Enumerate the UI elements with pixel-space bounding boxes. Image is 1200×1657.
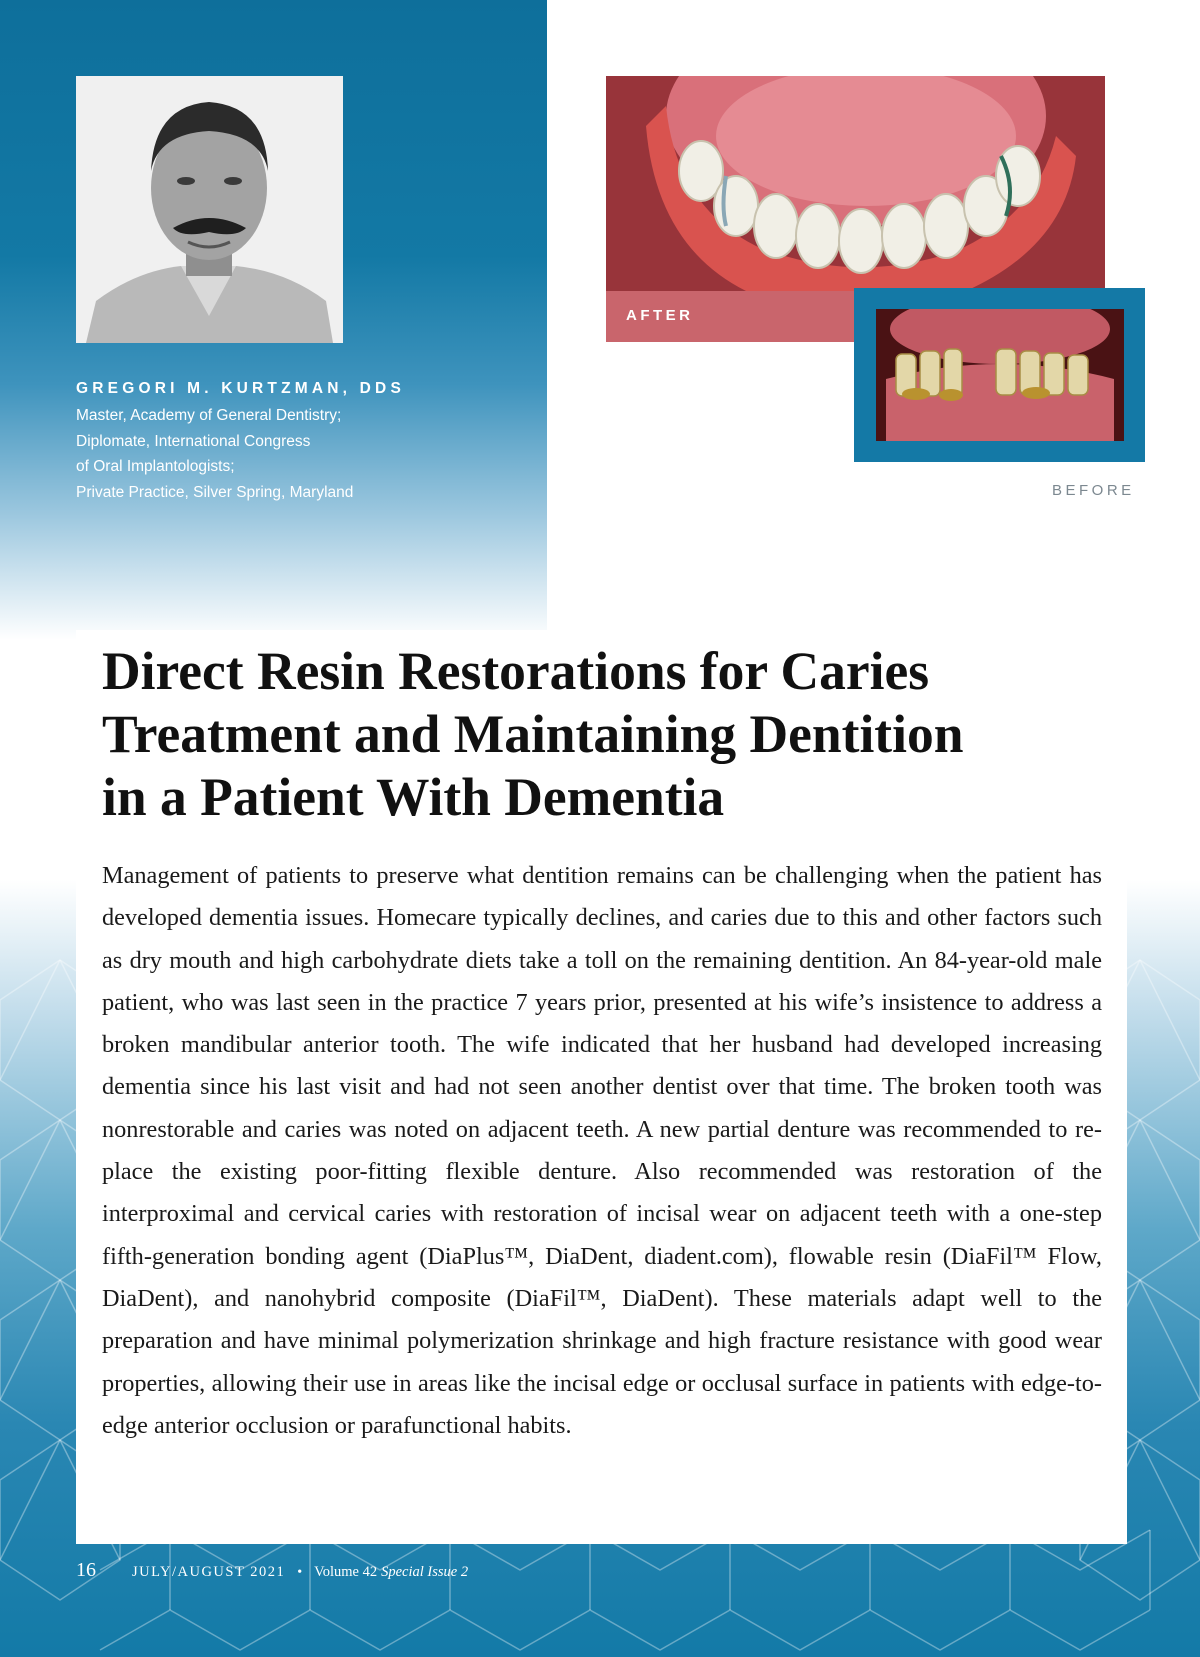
credential-line: Master, Academy of General Dentistry;	[76, 407, 342, 424]
title-line: Direct Resin Restorations for Caries	[102, 641, 930, 701]
before-label: BEFORE	[1052, 482, 1135, 499]
separator-dot: •	[297, 1565, 303, 1580]
author-portrait-photo-icon	[76, 76, 343, 343]
special-issue-label: Special Issue 2	[381, 1564, 469, 1580]
author-credentials	[76, 403, 353, 505]
issue-date: JULY/AUGUST 2021	[132, 1564, 286, 1580]
dental-before-photo-icon	[876, 309, 1124, 441]
article-title	[102, 640, 1112, 829]
title-line: Treatment and Maintaining Dentition	[102, 704, 964, 764]
page-number: 16	[76, 1559, 96, 1581]
author-portrait	[76, 76, 343, 343]
credential-line: Diplomate, International Congress	[76, 432, 311, 450]
title-line: in a Patient With Dementia	[102, 767, 725, 827]
after-label: AFTER	[626, 307, 694, 324]
credential-line: of Oral Implantologists;	[76, 458, 235, 475]
volume-label: Volume 42	[314, 1564, 378, 1580]
author-name: GREGORI M. KURTZMAN, DDS	[76, 380, 405, 397]
article-abstract: Management of patients to preserve what dentition remains can be challenging when the patient has developed dementia issues. Homecare typically declines, and caries due to this and other factors such as dry mouth and high carbohydrate diets take a toll on the remaining dentition. An 84-year-old male patient, who was last seen in the practice 7 years prior, presented at his wife’s insistence to address a broken mandibular anterior tooth. The wife indicated that her husband had developed increasing dementia since his last visit and had not seen another dentist over that time. The broken tooth was nonrestorable and caries was noted on adjacent teeth. A new partial denture was recommended to re-place the existing poor-fitting flexible denture. Also recommended was restoration of the interproximal and cervical caries with restoration of incisal wear on adjacent teeth with a one-step fifth-generation bonding agent (DiaPlus™, DiaDent, diadent.com), flowable resin (DiaFil™ Flow, DiaDent), and nanohybrid composite (DiaFil™, DiaDent). These materials adapt well to the preparation and have minimal polymerization shrinkage and high fracture resistance with good wear properties, allowing their use in areas like the incisal edge or occlusal surface in patients with edge-to-edge anterior occlusion or parafunctional habits.	[102, 862, 1102, 1439]
credential-line: Private Practice, Silver Spring, Maryland	[76, 483, 354, 501]
before-photo	[876, 309, 1124, 441]
page-footer	[76, 1559, 468, 1582]
